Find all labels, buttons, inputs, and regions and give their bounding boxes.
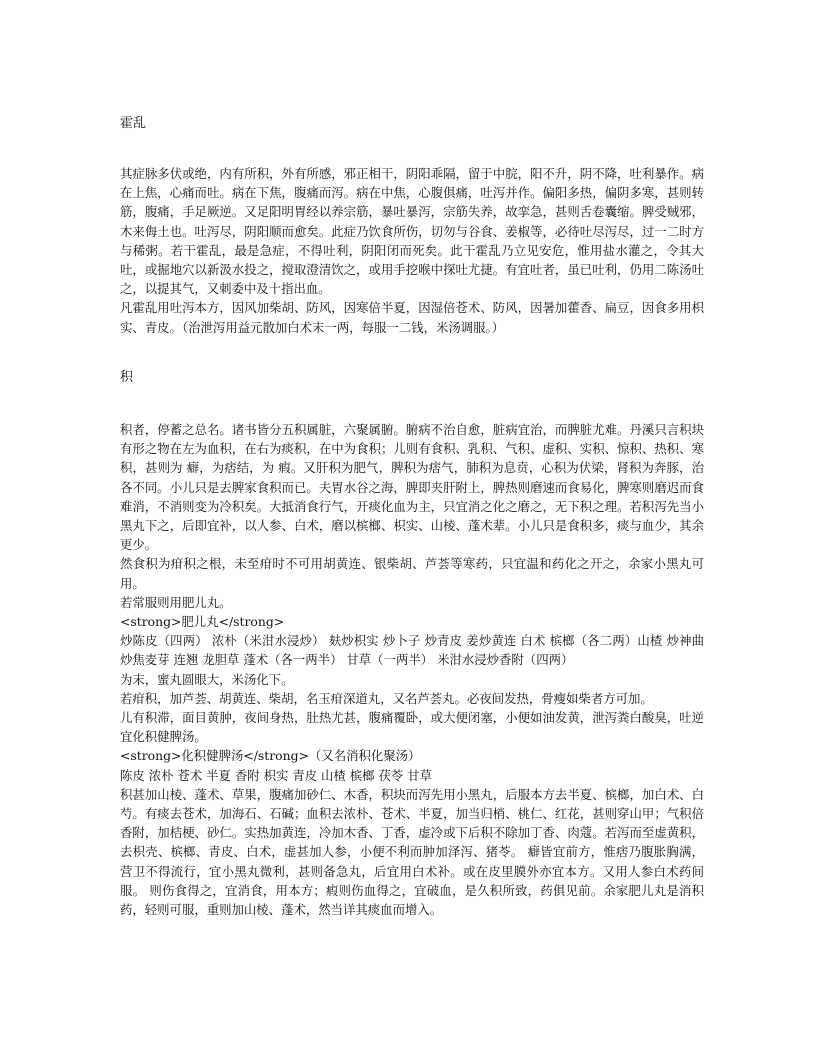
section-body-huoluan — [120, 164, 704, 337]
formula-title: <strong>肥儿丸</strong> — [120, 614, 285, 630]
paragraph: 儿有积滞，面目黄肿，夜间身热，肚热尤甚，腹痛覆卧，或大便闭塞，小便如油发黄，泄泻粪白酸臭，吐逆宜化积健脾汤。 — [120, 710, 704, 745]
section-title-huoluan: 霍乱 — [120, 116, 147, 131]
paragraph: 若常服则用肥儿丸。 — [120, 594, 232, 610]
paragraph: 若疳积，加芦荟、胡黄连、柴胡，名玉疳深道丸，又名芦荟丸。必夜间发热，骨瘦如柴者方可加。 — [120, 690, 653, 706]
paragraph: 积者，停蓄之总名。诸书皆分五积属脏，六聚属腑。腑病不治自愈，脏病宜治，而脾脏尤难。丹溪只言积块有形之物在左为血积，在右为痰积，在中为食积；儿则有食积、乳积、气积、虚积、实积、惊积、热积、寒积，甚则为 癖，为痞结，为 瘕。又肝积为肥气，脾积为痞气，肺积为息贲，心积为伏梁，肾积为奔豚，治各不同。小儿只是去脾家食积而已。夫胃水谷之海，脾即夹肝附上，脾热则磨速而食易化，脾寒则磨迟而食难消，不消则变为冷积矣。大抵消食行气，开痰化血为主，只宜消之化之磨之，无下积之理。若积泻先当小黑丸下之，后即宜补，以人参、白术，磨以槟榔、枳实、山棱、蓬术辈。小儿只是食积多，痰与血少，其余更少。 — [120, 422, 704, 553]
ingredient-list: 炒陈皮（四两） 浓朴（米泔水浸炒） 麸炒枳实 炒卜子 炒青皮 姜炒黄连 白术 槟榔（各二两）山楂 炒神曲 炒焦麦芽 连翘 龙胆草 蓬术（各一两半） 甘草（一两半） 米泔水浸炒香附（四两） — [120, 633, 704, 668]
paragraph: 然食积为疳积之根，未至疳时不可用胡黄连、银柴胡、芦荟等寒药，只宜温和药化之开之，余家小黑丸可用。 — [120, 556, 704, 591]
section-body-ji — [120, 420, 704, 919]
ingredient-list: 陈皮 浓朴 苍术 半夏 香附 枳实 青皮 山楂 槟榔 茯苓 甘草 — [120, 767, 432, 783]
formula-title: <strong>化积健脾汤</strong>（又名消积化聚汤） — [120, 748, 421, 764]
paragraph: 凡霍乱用吐泻本方，因风加柴胡、防风，因寒倍半夏，因湿倍苍术、防风，因暑加藿香、扁豆，因食多用枳实、青皮。（治泄泻用益元散加白术末一两，每服一二钱，米汤调服。） — [120, 300, 704, 335]
paragraph: 为末，蜜丸圆眼大，米汤化下。 — [120, 671, 294, 687]
paragraph: 其症脉多伏或绝，内有所积，外有所感，邪正相干，阴阳乖隔，留于中脘，阳不升，阴不降，吐利暴作。病在上焦，心痛而吐。病在下焦，腹痛而泻。病在中焦，心腹俱痛，吐泻并作。偏阳多热，偏阴多寒，甚则转筋，腹痛，手足厥逆。又足阳明胃经以养宗筋，暴吐暴泻，宗筋失养，故挛急，甚则舌卷囊缩。脾受贼邪，木来侮土也。吐泻尽，阴阳顺而愈矣。此症乃饮食所伤，切勿与谷食、姜椒等，必待吐尽泻尽，过一二时方与稀粥。若干霍乱，最是急症，不得吐利，阴阳闭而死矣。此干霍乱乃立见安危，惟用盐水灌之，令其大吐，或掘地穴以新汲水投之，搅取澄清饮之，或用手挖喉中探吐尤捷。有宜吐者，虽已吐利，仍用二陈汤吐之，以提其气，又刺委中及十指出血。 — [120, 166, 704, 297]
paragraph: 积甚加山棱、蓬术、草果，腹痛加砂仁、木香，积块而泻先用小黑丸，后服本方去半夏、槟榔，加白术、白芍。有痰去苍术，加海石、石碱；血积去浓朴、苍术、半夏，加当归梢、桃仁、红花，甚则穿山甲；气积倍香附，加桔梗、砂仁。实热加黄连，冷加木香、丁香，虚冷或下后积不除加丁香、肉蔻。若泻而至虚黄积，去枳壳、槟榔、青皮、白术，虚甚加人参，小便不利而肿加泽泻、猪苓。 癖皆宜前方，惟痞乃腹胀胸满，营卫不得流行，宜小黑丸微利，甚则备急丸，后宜用白术补。或在皮里膜外亦宜本方。又用人参白术药间服。 则伤食得之，宜消食，用本方；瘕则伤血得之，宜破血，是久积所致，药俱见前。余家肥儿丸是消积药，轻则可服，重则加山棱、蓬术，然当详其痰血而增入。 — [120, 786, 704, 918]
section-title-ji: 积 — [120, 370, 134, 385]
